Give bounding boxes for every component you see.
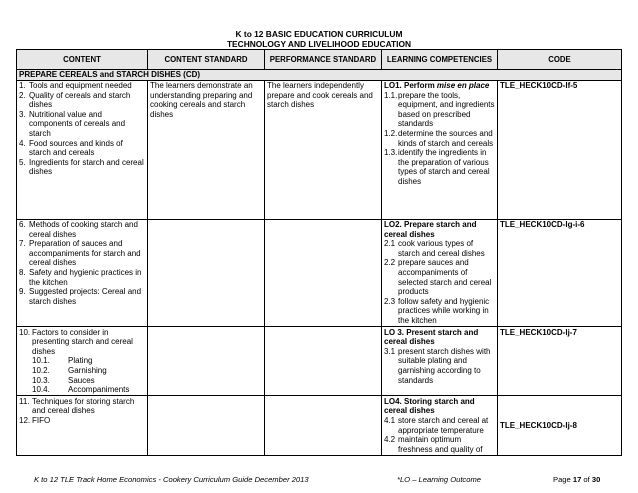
competency-item: 1.1. prepare the tools, equipment, and ingredients based on prescribed standards bbox=[384, 90, 495, 129]
table-row bbox=[17, 327, 622, 396]
performance-standard-cell: The learners independently prepare and cook cereals and starch dishes bbox=[265, 80, 382, 219]
performance-standard-cell bbox=[265, 396, 382, 456]
learning-outcome: LO1. Perform mise en place bbox=[384, 81, 490, 91]
code-cell: TLE_HECK10CD-If-5 bbox=[498, 80, 622, 219]
competency-item: 1.3. identify the ingredients in the preparation of various types of starch and cereal dishes bbox=[384, 148, 490, 187]
performance-standard-cell bbox=[265, 219, 382, 327]
sub-list-item: 10.3. Sauces bbox=[32, 375, 95, 385]
competency-item: 1.2. determine the sources and kinds of starch and cereals bbox=[384, 129, 494, 148]
document-subtitle: TECHNOLOGY AND LIVELIHOOD EDUCATION bbox=[226, 39, 412, 49]
list-item: 10. Factors to consider in presenting starch and cereal dishes bbox=[19, 327, 133, 356]
code-cell: TLE_HECK10CD-Ij-8 bbox=[498, 396, 622, 456]
column-header: PERFORMANCE STANDARD bbox=[265, 50, 382, 70]
column-header: LEARNING COMPETENCIES bbox=[382, 50, 498, 70]
list-item: 6. Methods of cooking starch and cereal dishes bbox=[19, 220, 138, 239]
competencies-cell bbox=[382, 80, 498, 219]
code-cell: TLE_HECK10CD-Ig-i-6 bbox=[498, 219, 622, 327]
table-row bbox=[17, 219, 622, 327]
list-item: 11. Techniques for storing starch and cereal dishes bbox=[19, 396, 135, 416]
list-item: 1. Tools and equipment needed bbox=[19, 81, 132, 91]
learning-outcome: LO4. Storing starch and cereal dishes bbox=[384, 396, 475, 416]
list-item: 9. Suggested projects: Cereal and starch dishes bbox=[19, 287, 142, 306]
table-row bbox=[17, 396, 622, 456]
content-cell bbox=[17, 396, 148, 456]
document-title: K to 12 BASIC EDUCATION CURRICULUM bbox=[235, 29, 403, 39]
competency-item: 3.1 present starch dishes with suitable plating and garnishing according to standards bbox=[384, 346, 491, 385]
performance-standard-cell bbox=[265, 327, 382, 396]
content-standard-cell bbox=[148, 327, 265, 396]
content-standard-cell bbox=[148, 396, 265, 456]
competencies-cell bbox=[382, 219, 498, 327]
footer-note: *LO – Learning Outcome bbox=[397, 475, 482, 484]
list-item: 3. Nutritional value and components of cereals and starch bbox=[19, 109, 126, 139]
section-row bbox=[17, 70, 622, 81]
sub-list-item: 10.2. Garnishing bbox=[32, 366, 107, 375]
learning-outcome: LO 3. Present starch and cereal dishes bbox=[384, 327, 479, 347]
list-item: 5. Ingredients for starch and cereal dishes bbox=[19, 157, 144, 177]
competency-item: 2.2 prepare sauces and accompaniments of selected starch and cereal products bbox=[384, 258, 492, 297]
list-item: 4. Food sources and kinds of starch and cereals bbox=[19, 138, 123, 158]
content-cell bbox=[17, 219, 148, 327]
column-header: CODE bbox=[498, 50, 622, 70]
code-cell: TLE_HECK10CD-Ij-7 bbox=[498, 327, 622, 396]
competency-item: 4.1 store starch and cereal at appropriate temperature bbox=[384, 415, 489, 435]
competencies-cell bbox=[382, 327, 498, 396]
list-item: 8. Safety and hygienic practices in the kitchen bbox=[19, 268, 142, 287]
competencies-cell bbox=[382, 396, 498, 456]
content-standard-cell: The learners demonstrate an understanding preparing and cooking cereals and starch dishes bbox=[148, 80, 265, 219]
learning-outcome: LO2. Prepare starch and cereal dishes bbox=[384, 220, 477, 239]
content-cell bbox=[17, 80, 148, 219]
competency-item: 4.2 maintain optimum freshness and quality of bbox=[384, 435, 483, 454]
column-header: CONTENT bbox=[17, 50, 148, 70]
content-standard-cell bbox=[148, 219, 265, 327]
table-header-row bbox=[17, 50, 622, 70]
section-title: PREPARE CEREALS and STARCH DISHES (CD) bbox=[17, 70, 622, 81]
sub-list-item: 10.4. Accompaniments bbox=[32, 385, 130, 395]
list-item: 12. FIFO bbox=[19, 415, 51, 425]
list-item: 7. Preparation of sauces and accompaniments for starch and cereal dishes bbox=[19, 239, 141, 268]
content-cell bbox=[17, 327, 148, 396]
list-item: 2. Quality of cereals and starch dishes bbox=[19, 90, 131, 110]
column-header: CONTENT STANDARD bbox=[148, 50, 265, 70]
table-row bbox=[17, 80, 622, 219]
curriculum-table bbox=[16, 49, 622, 456]
competency-item: 2.3 follow safety and hygienic practices while working in the kitchen bbox=[384, 296, 490, 326]
page-number: Page 17 of 30 bbox=[553, 475, 601, 484]
sub-list-item: 10.1. Plating bbox=[32, 356, 93, 366]
footer-document-title: K to 12 TLE Track Home Economics - Cookery Curriculum Guide December 2013 bbox=[34, 475, 309, 484]
competency-item: 2.1 cook various types of starch and cereal dishes bbox=[384, 239, 485, 258]
